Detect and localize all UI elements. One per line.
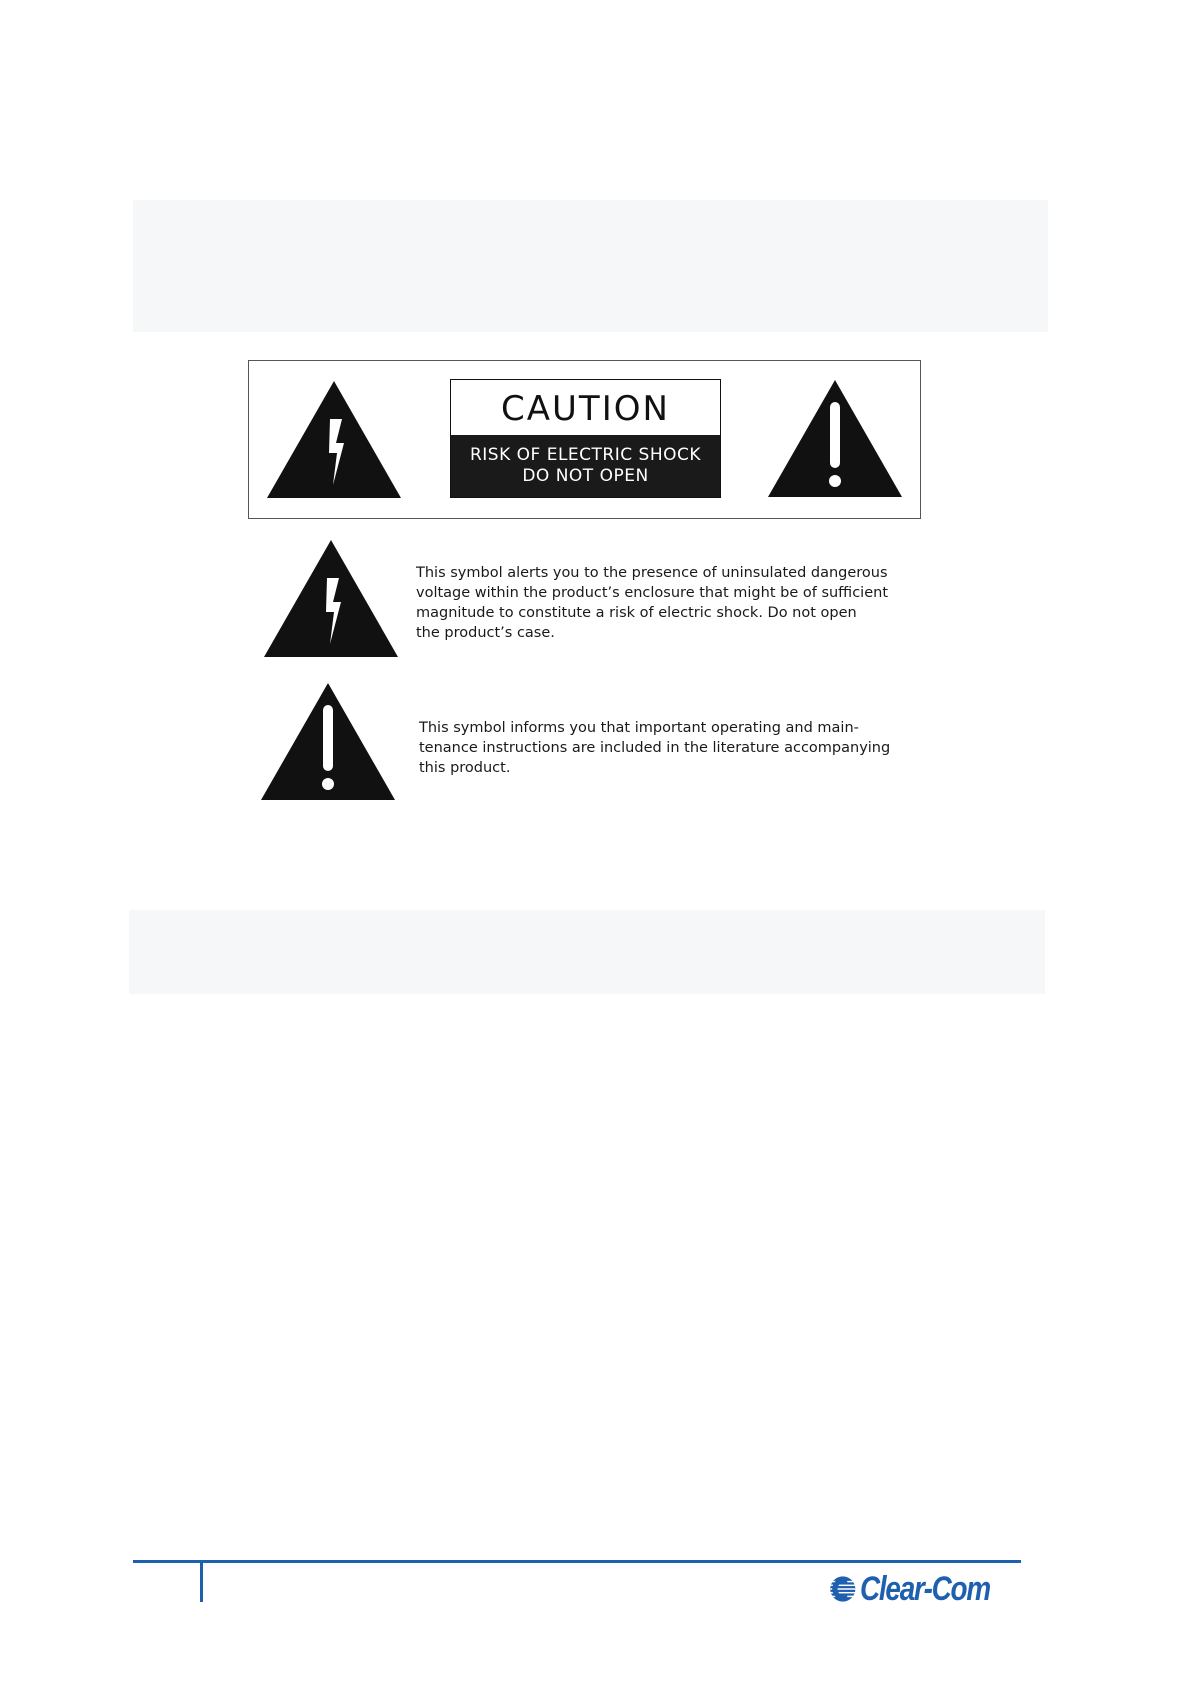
- shaded-band-bottom: [129, 910, 1045, 994]
- description-line: the product’s case.: [416, 625, 555, 641]
- description-line: this product.: [419, 760, 511, 776]
- warning-line-2: DO NOT OPEN: [522, 466, 649, 486]
- footer-page-marker: [200, 1560, 203, 1602]
- footer-rule: [133, 1560, 1021, 1563]
- caution-warning: [451, 435, 720, 497]
- description-line: tenance instructions are included in the literature accompanying: [419, 740, 891, 756]
- caution-label: [248, 360, 921, 519]
- logo-wordmark: Clear-Com: [859, 1569, 990, 1608]
- instructions-symbol-description: [419, 718, 891, 778]
- clear-com-logo: [828, 1568, 1018, 1610]
- warning-line-1: RISK OF ELECTRIC SHOCK: [469, 445, 701, 465]
- lightning-triangle-icon: [267, 381, 401, 498]
- description-line: This symbol alerts you to the presence of uninsulated dangerous: [416, 565, 888, 581]
- description-line: magnitude to constitute a risk of electric shock. Do not open: [416, 605, 857, 621]
- description-line: voltage within the product’s enclosure that might be of sufficient: [416, 585, 889, 601]
- electric-shock-warning-icon: [264, 540, 398, 657]
- exclamation-triangle-icon: [768, 380, 902, 497]
- exclamation-warning-icon: [261, 683, 395, 800]
- caution-title: CAUTION: [501, 389, 670, 429]
- caution-box: [450, 379, 721, 498]
- description-line: This symbol informs you that important operating and main-: [419, 720, 859, 736]
- clear-com-globe-icon: [828, 1569, 858, 1609]
- shaded-band-top: [133, 200, 1048, 332]
- shock-symbol-description: [416, 563, 889, 643]
